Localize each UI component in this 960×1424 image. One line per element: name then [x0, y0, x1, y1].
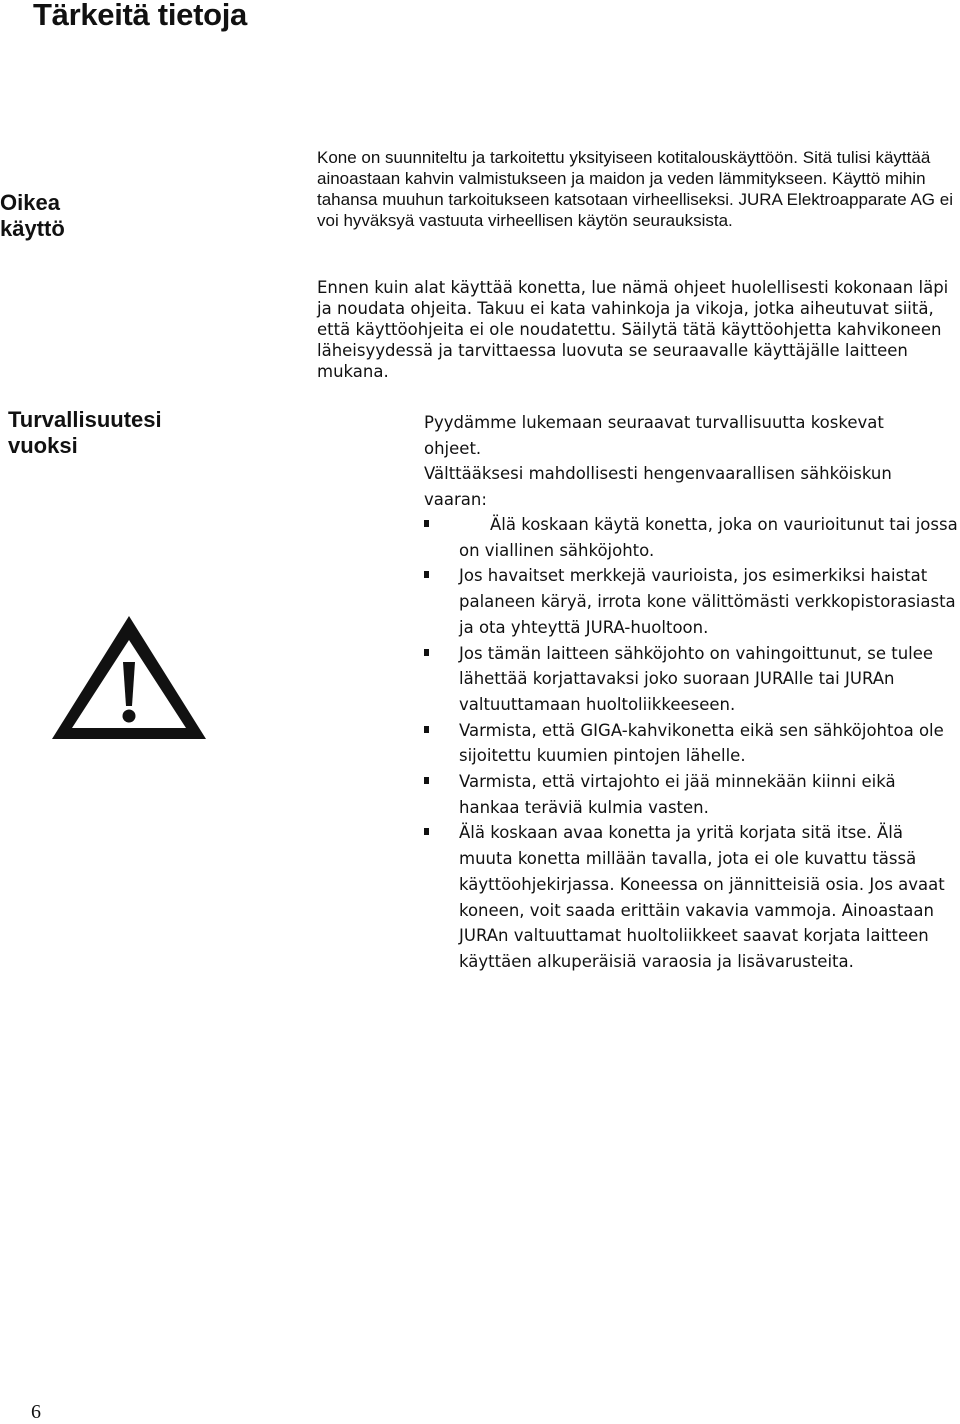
- bullet-marker: [424, 828, 429, 835]
- safety-intro: Pyydämme lukemaan seuraavat turvallisuutta koskevat ohjeet.: [424, 413, 884, 458]
- list-item: [424, 641, 960, 718]
- list-item-text: Jos havaitset merkkejä vaurioista, jos esimerkiksi haistat palaneen käryä, irrota kone välittömästi verkkopistorasiasta ja ota yhteyttä JURA-huoltoon.: [459, 566, 956, 637]
- list-item-text: Älä koskaan käytä konetta, joka on vaurioitunut tai jossa on viallinen sähköjohto.: [459, 515, 958, 560]
- safety-heading-line1: Turvallisuutesi: [8, 407, 162, 432]
- list-item: [424, 718, 960, 769]
- list-item: [424, 512, 960, 563]
- page-title: Tärkeitä tietoja: [33, 0, 248, 32]
- safety-heading-line2: vuoksi: [8, 433, 78, 458]
- bullet-marker: [424, 777, 429, 784]
- intended-use-paragraph: Kone on suunniteltu ja tarkoitettu yksityiseen kotitalouskäyttöön. Sitä tulisi käyttää ainoastaan kahvin valmistukseen ja maidon ja veden lämmitykseen. Käyttö mihin tahansa muuhun tarkoitukseen katsotaan virheelliseksi. JURA Elektroapparate AG ei voi hyväksyä vastuuta virheellisen käytön seurauksista.: [317, 148, 953, 230]
- bullet-marker: [424, 520, 429, 527]
- bullet-marker: [424, 726, 429, 733]
- list-item: [424, 563, 960, 640]
- instructions-notice: Ennen kuin alat käyttää konetta, lue nämä ohjeet huolellisesti kokonaan läpi ja noudata ohjeita. Takuu ei kata vahinkoja ja vikoja, jotka aiheutuvat siitä, että käyttöohjeita ei ole noudatettu. Säilytä tätä käyttöohjetta kahvikoneen läheisyydessä ja tarvittaessa luovuta se seuraavalle käyttäjälle laitteen mukana.: [317, 278, 949, 381]
- warning-triangle-icon: [43, 600, 215, 742]
- list-item-text: Varmista, että GIGA-kahvikonetta eikä sen sähköjohtoa ole sijoitettu kuumien pintojen lähelle.: [459, 720, 944, 766]
- list-item-text: Älä koskaan avaa konetta ja yritä korjata sitä itse. Älä muuta konetta millään tavalla, jota ei ole kuvattu tässä käyttöohjekirjassa. Koneessa on jännitteisiä osia. Jos avaat koneen, voit saada erittäin vakavia vammoja. Ainoastaan JURAn valtuuttamat huoltoliikkeet saavat korjata laitteen käyttäen alkuperäisiä varaosia ja lisävarusteita.: [459, 823, 945, 971]
- list-item-text: Varmista, että virtajohto ei jää minnekään kiinni eikä hankaa teräviä kulmia vasten.: [459, 772, 896, 817]
- page-number: 6: [31, 1401, 41, 1423]
- bullet-marker: [424, 649, 429, 656]
- shock-warning-intro: Välttääksesi mahdollisesti hengenvaarallisen sähköiskun vaaran:: [424, 464, 892, 509]
- intended-use-heading-line1: Oikea: [0, 190, 60, 215]
- intended-use-heading-line2: käyttö: [0, 216, 65, 241]
- intended-use-heading: [0, 190, 65, 242]
- safety-heading: [8, 407, 162, 459]
- bullet-marker: [424, 571, 429, 578]
- list-item: [424, 769, 960, 820]
- list-item-text: Jos tämän laitteen sähköjohto on vahingoittunut, se tulee lähettää korjattavaksi joko suoraan JURAlle tai JURAn valtuuttamaan huoltoliikkeeseen.: [459, 643, 934, 714]
- safety-instructions-list: [424, 512, 960, 975]
- list-item: [424, 820, 960, 974]
